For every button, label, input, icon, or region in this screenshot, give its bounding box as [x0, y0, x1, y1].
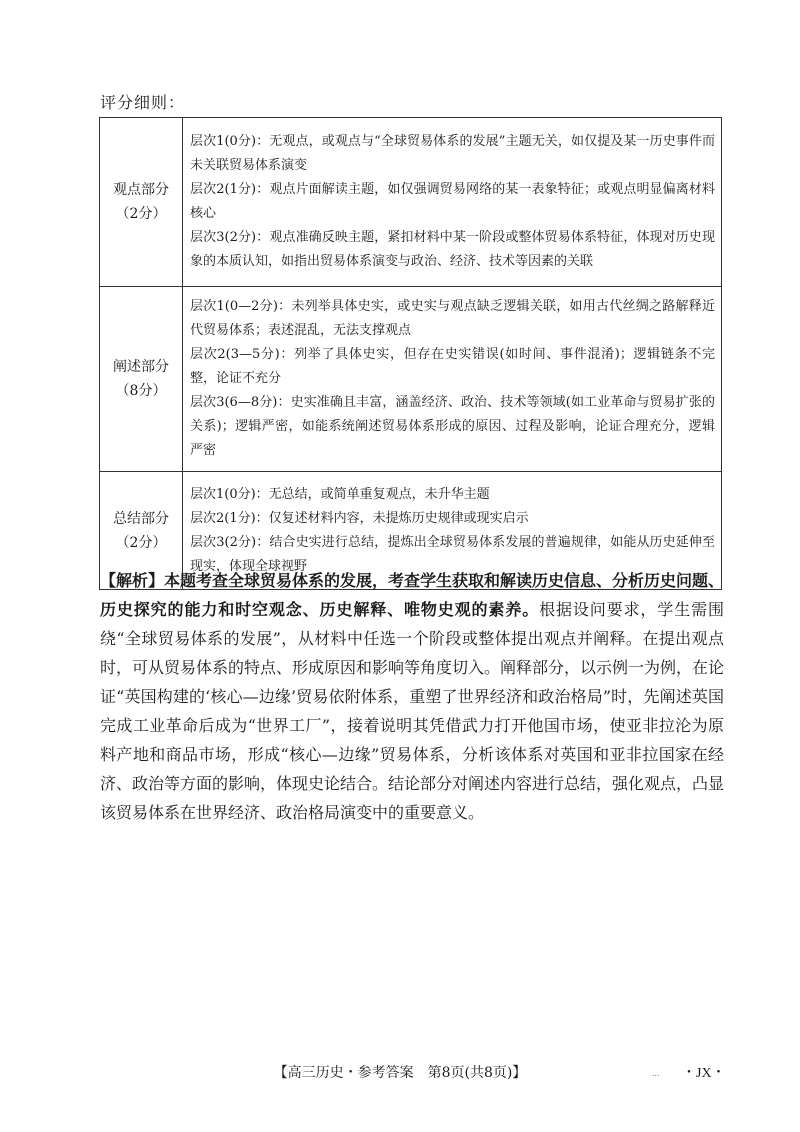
footer-code: ・JX・ [682, 1066, 726, 1081]
level-item: 层次3(6—8分)：史实准确且丰富，涵盖经济、政治、技术等领域(如工业革命与贸易扩张的关系)；逻辑严密，如能系统阐述贸易体系形成的原因、过程及影响，论证合理充分，逻辑严密 [190, 395, 715, 458]
section-levels [183, 287, 722, 472]
section-name: 阐述部分 [113, 359, 169, 375]
level-item: 层次1(0分)：无总结，或简单重复观点，未升华主题 [190, 486, 490, 502]
analysis-paragraph [100, 566, 724, 827]
analysis-bold-intro: 【解析】本题考查全球贸易体系的发展，考查学生获取和解读历史信息、分析历史问题、历史探究的能力和时空观念、历史解释、唯物史观的素养。 [100, 571, 725, 619]
section-label [100, 118, 183, 287]
level-item: 层次3(2分)：观点准确反映主题，紧扣材料中某一阶段或整体贸易体系特征，体现对历史现象的本质认知，如指出贸易体系演变与政治、经济、技术等因素的关联 [190, 230, 715, 269]
footer-dots: ... [652, 1069, 660, 1078]
rubric-row-elaboration [100, 287, 722, 472]
level-item: 层次3(2分)：结合史实进行总结，提炼出全球贸易体系发展的普遍规律，如能从历史延伸至现实，体现全球视野 [190, 534, 715, 574]
section-levels [183, 118, 722, 287]
rubric-table [99, 117, 722, 590]
rubric-heading: 评分细则： [100, 93, 186, 112]
section-points: （2分） [115, 206, 167, 222]
section-label [100, 287, 183, 472]
rubric-row-viewpoint [100, 118, 722, 287]
level-item: 层次2(1分)：仅复述材料内容，未提炼历史规律或现实启示 [190, 510, 529, 526]
page-footer: 【高三历史・参考答案 第8页(共8页)】 [273, 1065, 527, 1081]
section-points: （8分） [115, 383, 167, 399]
section-points: （2分） [115, 534, 167, 551]
section-name: 观点部分 [113, 182, 169, 198]
level-item: 层次2(1分)：观点片面解读主题，如仅强调贸易网络的某一表象特征；或观点明显偏离材料核心 [190, 182, 715, 221]
analysis-body: 根据设问要求，学生需围绕“全球贸易体系的发展”，从材料中任选一个阶段或整体提出观点并阐释。在提出观点时，可从贸易体系的特点、形成原因和影响等角度切入。阐释部分，以示例一为例，在论证“英国构建的‘核心—边缘’贸易依附体系，重塑了世界经济和政治格局”时，先阐述英国完成工业革命后成为“世界工厂”，接着说明其凭借武力打开他国市场，使亚非拉沦为原料产地和商品市场，形成“核心—边缘”贸易体系，分析该体系对英国和亚非拉国家在经济、政治等方面的影响，体现史论结合。结论部分对阐述内容进行总结，强化观点，凸显该贸易体系在世界经济、政治格局演变中的重要意义。 [100, 600, 725, 822]
level-item: 层次1(0—2分)：未列举具体史实，或史实与观点缺乏逻辑关联，如用古代丝绸之路解释近代贸易体系；表述混乱，无法支撑观点 [190, 299, 715, 338]
level-item: 层次2(3—5分)：列举了具体史实，但存在史实错误(如时间、事件混淆)；逻辑链条不完整，论证不充分 [190, 347, 715, 386]
section-name: 总结部分 [113, 510, 169, 527]
level-item: 层次1(0分)：无观点，或观点与“全球贸易体系的发展”主题无关，如仅提及某一历史事件而未关联贸易体系演变 [190, 134, 715, 173]
